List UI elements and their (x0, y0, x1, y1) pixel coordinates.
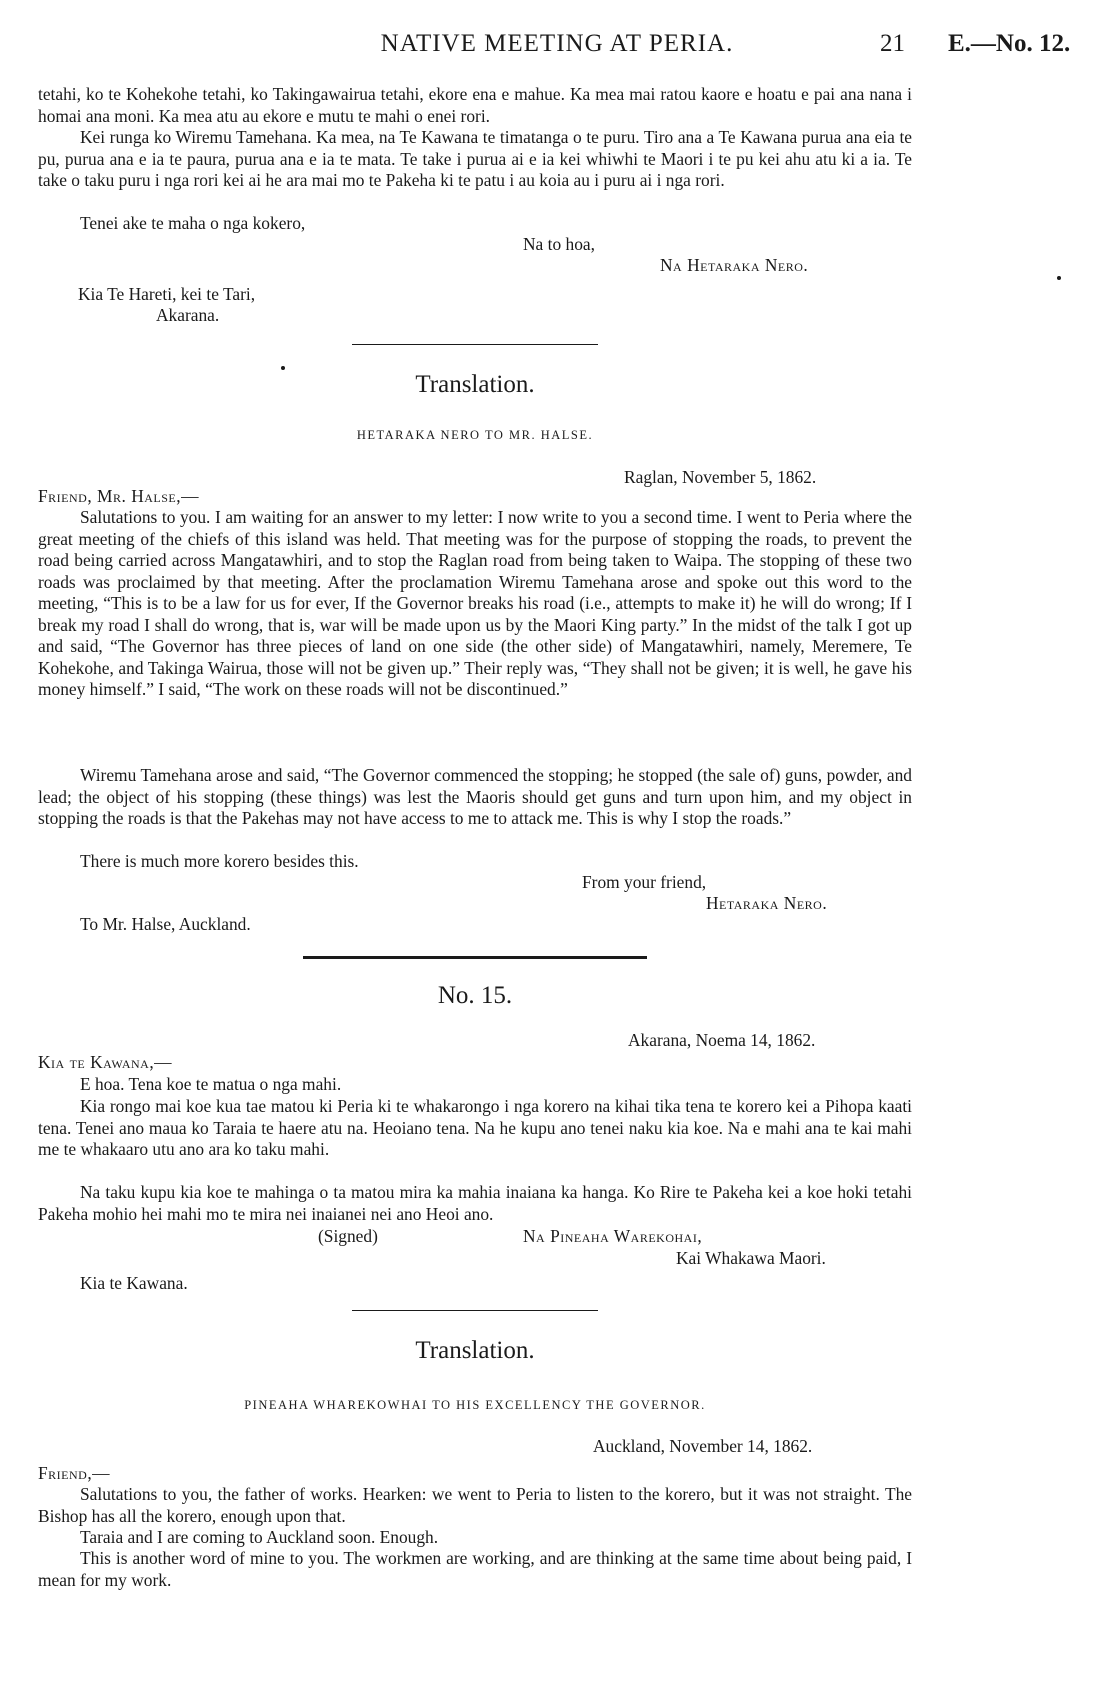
letter2-signature: Na Pineaha Warekohai, (523, 1226, 703, 1246)
letter1-paragraph-1: tetahi, ko te Kohekohe tetahi, ko Takingawairua tetahi, ekore ena e mahue. Ka mea mai ratou kaore e hoatu e pai ana nana i homai ana moni. Ka mea atu au ekore e mutu te mahi o enei rori. (38, 84, 912, 126)
translation1-address: To Mr. Halse, Auckland. (80, 914, 251, 934)
translation-subheading: PINEAHA WHAREKOWHAI TO HIS EXCELLENCY THE GOVERNOR. (244, 1398, 706, 1412)
translation1-paragraph-2: Wiremu Tamehana arose and said, “The Governor commenced the stopping; he stopped (the sale of) guns, powder, and lead; the object of his stopping (these things) was lest the Maoris should get guns and turn upon him, and my object in stopping the roads is that the Pakehas may not have access to me to attack me. This is why I stop the roads.” (38, 765, 912, 828)
letter1-closing: Na to hoa, (523, 234, 595, 254)
translation1-paragraph-1: Salutations to you. I am waiting for an answer to my letter: I now write to you a second time. I went to Peria where the great meeting of the chiefs of this island was held. That meeting was for the purpose of stopping the roads, to prevent the road being carried across Mangatawhiri, and to stop the Raglan road from being taken to Waipa. The stopping of these two roads was proclaimed by that meeting. After the proclamation Wiremu Tamehana arose and spoke out this word to the meeting, “This is to be a law for us for ever, If the Governor breaks his road (i.e., attempts to make it) he will do wrong; If I break my road I shall do wrong, that is, war will be made upon us by the Maori King party.” In the midst of the talk I got up and said, “The Governor has three pieces of land on one side (the other side) of Mangatawhiri, namely, Meremere, Te Kohekohe, and Takinga Wairua, those will not be given up.” Their reply was, “They shall not be given; it is well, he gave his money himself.” I said, “The work on these roads will not be discontinued.” (38, 507, 912, 699)
letter1-signature: Na Hetaraka Nero. (660, 255, 809, 275)
section-divider (352, 1310, 598, 1311)
letter2-signature-title: Kai Whakawa Maori. (676, 1248, 826, 1268)
translation2-paragraph-2: Taraia and I are coming to Auckland soon. Enough. (80, 1527, 439, 1547)
translation1-salutation: Friend, Mr. Halse,— (38, 486, 199, 506)
letter2-signed-note: (Signed) (318, 1226, 378, 1246)
letter1-paragraph-3: Tenei ake te maha o nga kokero, (80, 213, 306, 233)
translation1-signature: Hetaraka Nero. (706, 893, 828, 913)
translation2-paragraph-3: This is another word of mine to you. The workmen are working, and are thinking at the same time about being paid, I mean for my work. (38, 1548, 912, 1590)
letter2-paragraph-1: E hoa. Tena koe te matua o nga mahi. (80, 1074, 342, 1094)
page-number: 21 (880, 30, 905, 57)
letter2-dateline: Akarana, Noema 14, 1862. (628, 1030, 816, 1050)
letter1-address-line2: Akarana. (156, 305, 220, 325)
letter-number-heading: No. 15. (437, 982, 513, 1009)
section-divider (352, 344, 598, 345)
translation1-paragraph-3: There is much more korero besides this. (80, 851, 359, 871)
translation2-dateline: Auckland, November 14, 1862. (593, 1436, 813, 1456)
translation-subheading: HETARAKA NERO TO MR. HALSE. (356, 428, 594, 442)
letter2-address: Kia te Kawana. (80, 1273, 188, 1293)
letter1-paragraph-2: Kei runga ko Wiremu Tamehana. Ka mea, na Te Kawana te timatanga o te puru. Tiro ana a Te Kawana purua ana eia te pu, purua ana e ia te paura, purua ana e ia te mata. Te take i purua ai e ia kei whiwhi te Maori i te pu kei ahu atu ki a ia. Te take o taku puru i nga rori kei ai he ara mai mo te Pakeha ki te patu i au koia au i puru ai i nga rori. (38, 127, 912, 190)
letter2-paragraph-3: Na taku kupu kia koe te mahinga o ta matou mira ka mahia inaiana ka hanga. Ko Rire te Pakeha kei a koe hoki tetahi Pakeha mohio hei mahi mo te mira nei inaianei nei ano Heoi ano. (38, 1182, 912, 1224)
stray-mark (281, 366, 285, 370)
translation2-salutation: Friend,— (38, 1463, 111, 1483)
letter2-paragraph-2: Kia rongo mai koe kua tae matou ki Peria ki te whakarongo i nga korero na kihai tika tena te korero kei a Pihopa kaati tena. Tenei ano maua ko Taraia te haere atu na. Heoiano tena. Na he kupu ano tenei naku kia koe. Na e mahi ana te kai mahi me te whakaaro utu ano ara ko taku mahi. (38, 1096, 912, 1159)
document-reference: E.—No. 12. (948, 30, 1071, 57)
translation1-dateline: Raglan, November 5, 1862. (624, 467, 817, 487)
letter2-salutation: Kia te Kawana,— (38, 1052, 173, 1072)
translation2-paragraph-1: Salutations to you, the father of works. Hearken: we went to Peria to listen to the korero, but it was not straight. The Bishop has all the korero, enough upon that. (38, 1484, 912, 1526)
page-title: NATIVE MEETING AT PERIA. (380, 30, 734, 57)
section-divider-thick (303, 956, 647, 959)
stray-mark (1057, 276, 1061, 280)
translation-heading: Translation. (415, 1337, 535, 1364)
translation1-closing: From your friend, (582, 872, 707, 892)
letter1-address-line1: Kia Te Hareti, kei te Tari, (78, 284, 256, 304)
translation-heading: Translation. (415, 371, 535, 398)
